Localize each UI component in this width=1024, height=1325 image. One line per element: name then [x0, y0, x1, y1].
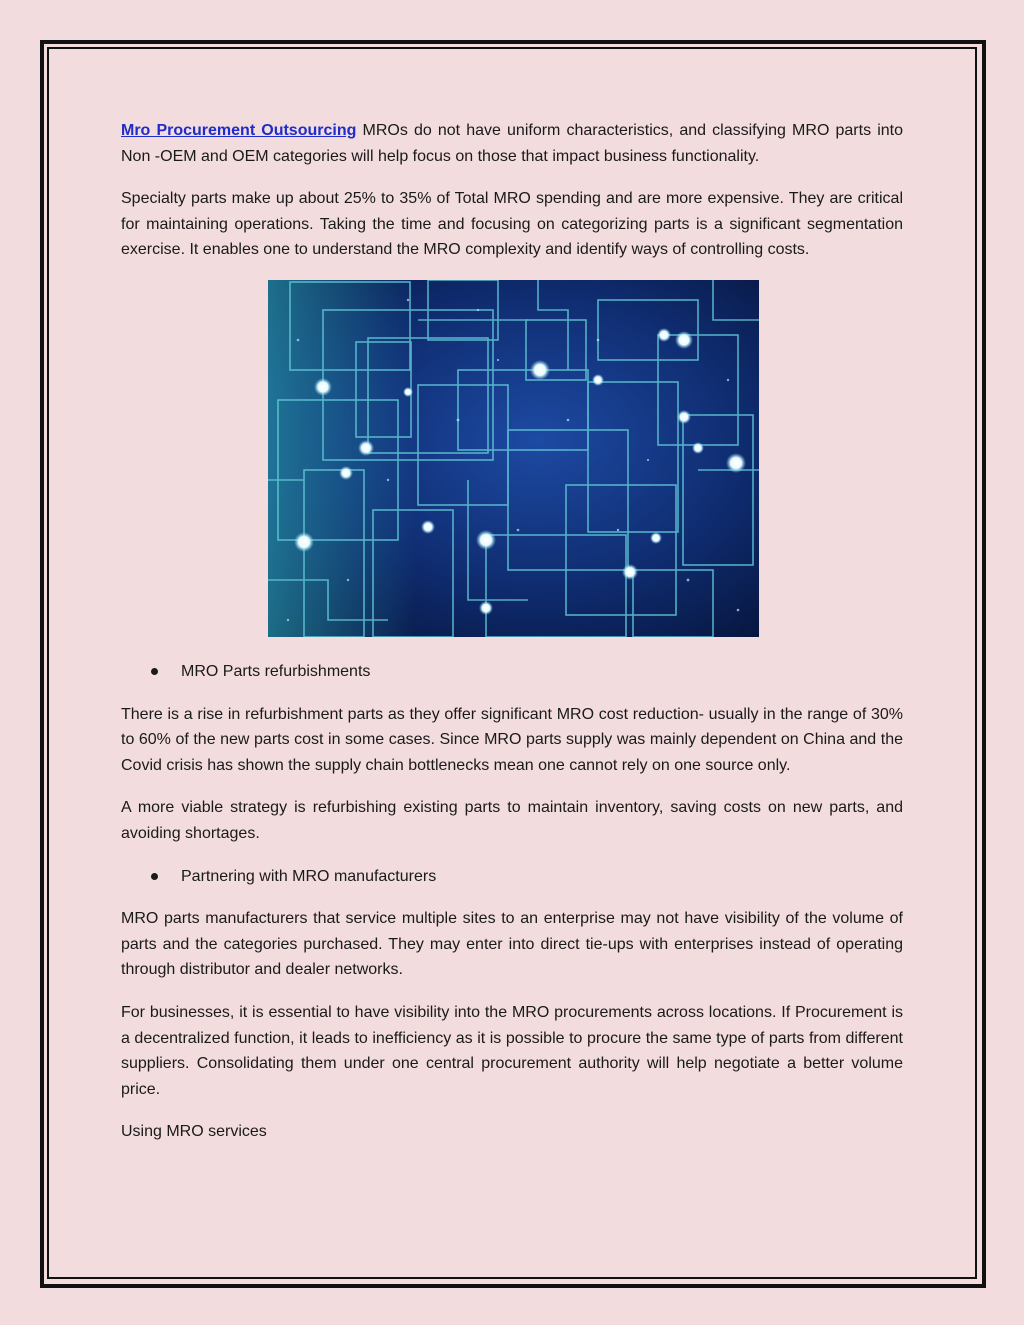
bullet-dot-icon — [151, 873, 158, 880]
bullet-list-refurbishments — [121, 659, 903, 685]
paragraph-refurbishment-rise: There is a rise in refurbishment parts as they offer significant MRO cost reduction- usually in the range of 30% to 60% of the new parts cost in some cases. Since MRO parts supply was mainly dependent on China and the Covid crisis has shown the supply chain bottlenecks mean one cannot rely on one source only. — [121, 705, 903, 774]
paragraph-viable-strategy: A more viable strategy is refurbishing existing parts to maintain inventory, saving costs on new parts, and avoiding shortages. — [121, 799, 903, 842]
paragraph-specialty-parts: Specialty parts make up about 25% to 35% of Total MRO spending and are more expensive. They are critical for maintaining operations. Taking the time and focusing on categorizing parts is a significant segmentation exercise. It enables one to understand the MRO complexity and identify ways of controlling costs. — [121, 190, 903, 259]
paragraph-manufacturers: MRO parts manufacturers that service multiple sites to an enterprise may not have visibility of the volume of parts and the categories purchased. They may enter into direct tie-ups with enterprises instead of operating through distributor and dealer networks. — [121, 910, 903, 979]
list-item — [121, 659, 903, 685]
bullet-dot-icon — [151, 668, 158, 675]
list-item-label: MRO Parts refurbishments — [181, 662, 371, 680]
paragraph-intro-text: MROs do not have uniform characteristics, and classifying MRO parts into Non -OEM and OEM categories will help focus on those that impact business functionality. — [121, 122, 903, 165]
document-body — [121, 118, 903, 1162]
paragraph-visibility: For businesses, it is essential to have visibility into the MRO procurements across locations. If Procurement is a decentralized function, it leads to inefficiency as it is possible to procure the same type of parts from different suppliers. Consolidating them under one central procurement authority will help negotiate a better volume price. — [121, 1003, 903, 1098]
bullet-list-partnering — [121, 864, 903, 890]
list-item — [121, 864, 903, 890]
circuit-network-image — [268, 280, 759, 637]
list-item-label: Partnering with MRO manufacturers — [181, 867, 437, 885]
procurement-outsourcing-link[interactable]: Mro Procurement Outsourcing — [121, 122, 357, 139]
paragraph-using-services: Using MRO services — [121, 1123, 267, 1141]
paragraph-intro — [121, 118, 903, 169]
